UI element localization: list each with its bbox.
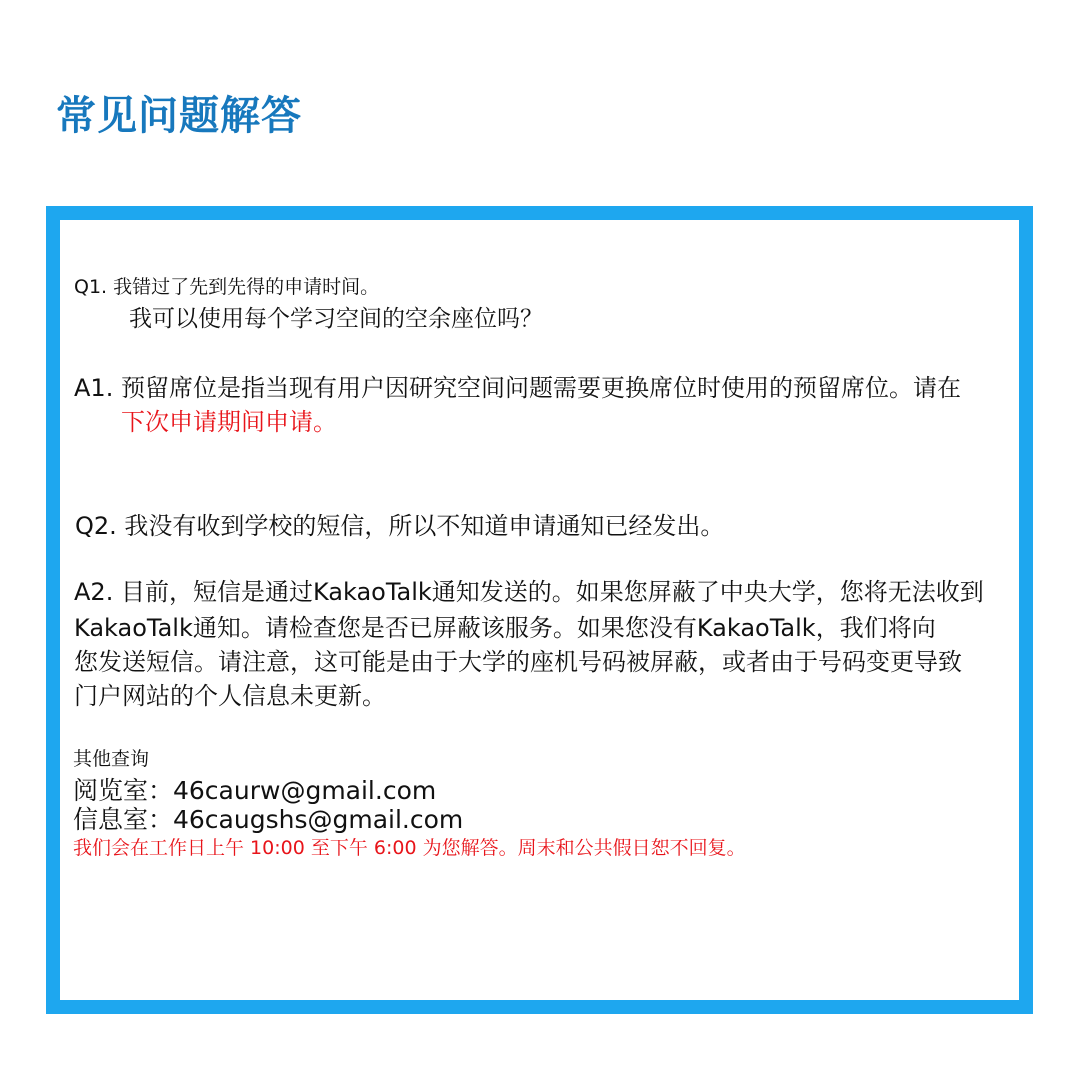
answer-2-line-1: A2. 目前，短信是通过KakaoTalk通知发送的。如果您屏蔽了中央大学，您将无法收到 [74, 578, 984, 606]
info-room-email: 信息室：46caugshs@gmail.com [73, 805, 464, 834]
answer-2-line-3: 您发送短信。请注意，这可能是由于大学的座机号码被屏蔽，或者由于号码变更导致 [74, 648, 962, 676]
reply-hours-notice: 我们会在工作日上午 10:00 至下午 6:00 为您解答。周末和公共假日恕不回复。 [73, 837, 746, 859]
other-inquiries-label: 其他查询 [73, 748, 150, 770]
reading-room-email: 阅览室：46caurw@gmail.com [73, 776, 437, 805]
page-title: 常见问题解答 [56, 93, 302, 139]
answer-1-line-1: A1. 预留席位是指当现有用户因研究空间问题需要更换席位时使用的预留席位。请在 [74, 374, 961, 402]
question-1-line-2: 我可以使用每个学习空间的空余座位吗？ [129, 306, 543, 332]
faq-panel [46, 206, 1033, 1014]
question-2: Q2. 我没有收到学校的短信，所以不知道申请通知已经发出。 [75, 512, 725, 540]
answer-2-line-2: KakaoTalk通知。请检查您是否已屏蔽该服务。如果您没有KakaoTalk，我们将向 [74, 614, 936, 642]
answer-1-highlight: 下次申请期间申请。 [121, 408, 337, 436]
question-1-line-1: Q1. 我错过了先到先得的申请时间。 [74, 276, 380, 298]
answer-2-line-4: 门户网站的个人信息未更新。 [74, 682, 386, 710]
